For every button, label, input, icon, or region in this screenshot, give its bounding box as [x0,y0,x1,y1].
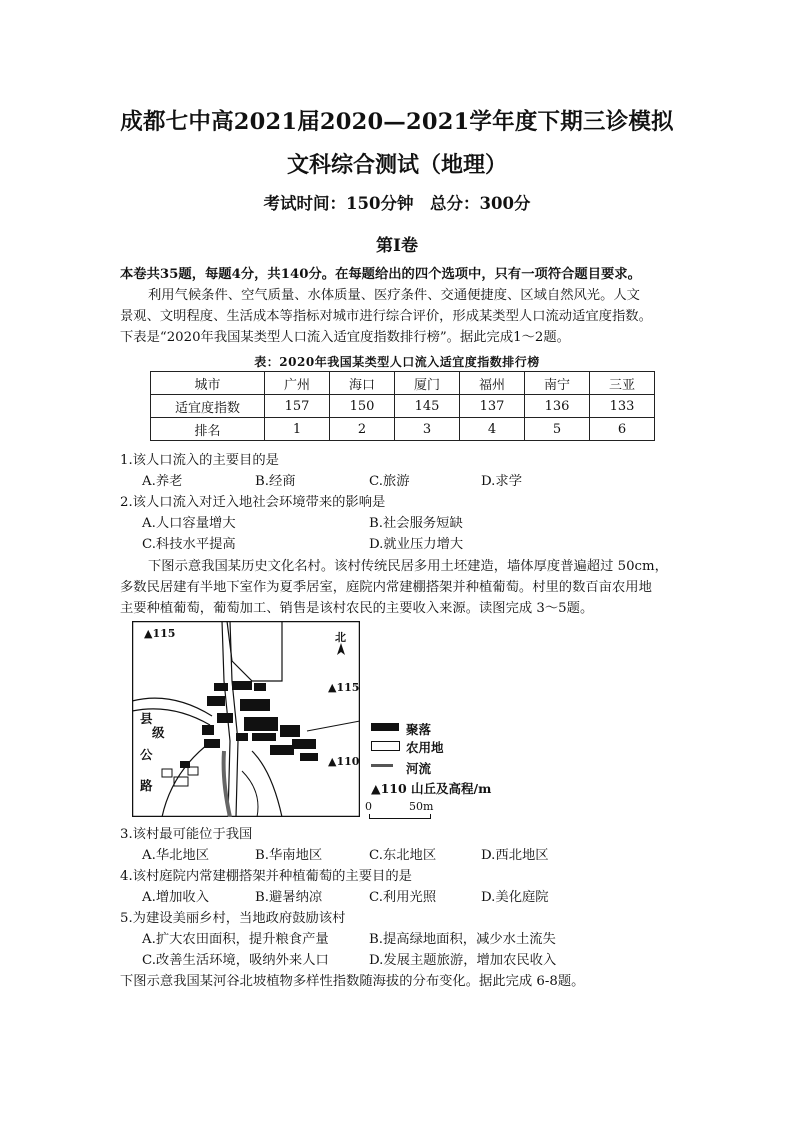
question-stem: 1.该人口流入的主要目的是 [120,453,279,468]
road-label-char: 公 [140,747,153,762]
exam-title: 成都七中高2021届2020—2021学年度下期三诊模拟 [120,109,674,135]
scale-zero: 0 [365,800,372,813]
table-rank-cell: 3 [395,418,460,441]
hill-marker: ▲115 [328,681,360,694]
legend-settlement-label: 聚落 [406,722,432,737]
table-rank-cell: 4 [460,418,525,441]
table-caption: 表：2020年我国某类型人口流入适宜度指数排行榜 [254,355,540,369]
paragraph-line: 下图示意我国某历史文化名村。该村传统民居多用土坯建造，墙体厚度普遍超过 50cm， [148,559,668,574]
option-b: B.经商 [255,474,296,489]
table-rank-cell: 5 [525,418,590,441]
legend-river-swatch [371,764,393,767]
question-stem: 4.该村庭院内常建棚搭架并种植葡萄的主要目的是 [120,869,412,884]
legend-river-label: 河流 [406,761,432,776]
volume-heading: 第Ⅰ卷 [376,236,418,256]
option-d: D.西北地区 [481,848,549,863]
table-index-cell: 145 [395,395,460,418]
village-map [132,621,360,817]
question-stem: 3.该村最可能位于我国 [120,827,253,842]
option-d: D.求学 [481,474,523,489]
table-row [151,418,655,441]
option-c: C.科技水平提高 [142,537,236,552]
legend-hill-label: ▲110 山丘及高程/m [371,781,492,796]
paragraph-line: 景观、文明程度、生活成本等指标对城市进行综合评价，形成某类型人口流动适宜度指数。 [120,309,652,324]
road-label-char: 级 [152,725,165,740]
paragraph-line: 下表是“2020年我国某类型人口流入适宜度指数排行榜”。据此完成1～2题。 [120,330,570,345]
instruction: 本卷共35题，每题4分，共140分。在每题给出的四个选项中，只有一项符合题目要求。 [120,267,641,282]
exam-subtitle: 文科综合测试（地理） [286,152,507,178]
table-city-cell: 三亚 [590,372,655,395]
question-stem: 5.为建设美丽乡村，当地政府鼓励该村 [120,911,346,926]
road-label-char: 县 [140,711,153,726]
option-d: D.美化庭院 [481,890,549,905]
table-row [151,372,655,395]
paragraph-line: 多数民居建有半地下室作为夏季居室，庭院内常建棚搭架并种植葡萄。村里的数百亩农用地 [120,580,652,595]
option-d: D.就业压力增大 [369,537,464,552]
table-index-cell: 136 [525,395,590,418]
option-d: D.发展主题旅游，增加农民收入 [369,953,557,968]
table-index-cell: 150 [330,395,395,418]
option-a: A.人口容量增大 [142,516,236,531]
table-city-cell: 海口 [330,372,395,395]
hill-marker: ▲115 [144,627,176,640]
table-rank-cell: 6 [590,418,655,441]
paragraph-line: 主要种植葡萄，葡萄加工、销售是该村农民的主要收入来源。读图完成 3～5题。 [120,601,594,616]
scale-distance: 50m [409,800,434,813]
ranking-table [150,371,655,441]
option-b: B.社会服务短缺 [369,516,463,531]
scale-bar [369,814,431,819]
village-map-drawing [132,621,360,817]
exam-info: 考试时间：150分钟 总分：300分 [263,194,531,213]
option-c: C.改善生活环境，吸纳外来人口 [142,953,329,968]
north-label: 北 [335,631,346,644]
question-stem: 2.该人口流入对迁入地社会环境带来的影响是 [120,495,386,510]
option-c: C.利用光照 [369,890,437,905]
table-rank-cell: 2 [330,418,395,441]
option-b: B.华南地区 [255,848,323,863]
option-c: C.旅游 [369,474,410,489]
legend-farmland-label: 农用地 [406,740,444,755]
table-index-cell: 133 [590,395,655,418]
option-a: A.增加收入 [142,890,210,905]
option-b: B.避暑纳凉 [255,890,323,905]
table-header-cell: 排名 [151,418,265,441]
paragraph-line: 下图示意我国某河谷北坡植物多样性指数随海拔的分布变化。据此完成 6-8题。 [120,974,585,989]
legend-farmland-swatch [371,741,400,751]
legend-settlement-swatch [371,723,399,731]
table-rank-cell: 1 [265,418,330,441]
option-b: B.提高绿地面积，减少水土流失 [369,932,556,947]
table-city-cell: 南宁 [525,372,590,395]
table-header-cell: 城市 [151,372,265,395]
table-index-cell: 137 [460,395,525,418]
road-label-char: 路 [140,778,153,793]
table-city-cell: 厦门 [395,372,460,395]
table-index-cell: 157 [265,395,330,418]
table-row [151,395,655,418]
table-header-cell: 适宜度指数 [151,395,265,418]
option-a: A.扩大农田面积，提升粮食产量 [142,932,329,947]
paragraph-line: 利用气候条件、空气质量、水体质量、医疗条件、交通便捷度、区域自然风光。人文 [148,288,640,303]
option-a: A.华北地区 [142,848,210,863]
table-city-cell: 福州 [460,372,525,395]
hill-marker: ▲110 [328,755,360,768]
option-c: C.东北地区 [369,848,437,863]
option-a: A.养老 [142,474,183,489]
table-city-cell: 广州 [265,372,330,395]
